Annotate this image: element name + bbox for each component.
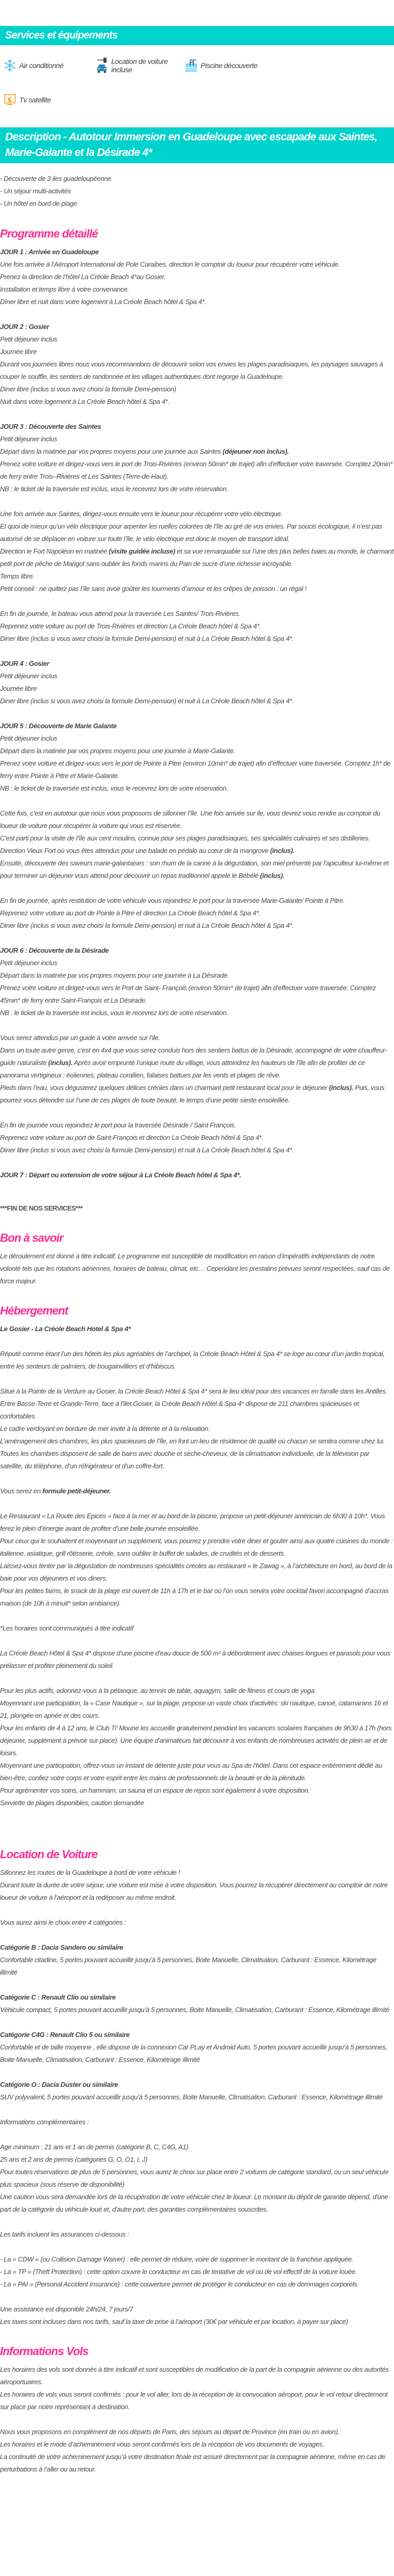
paragraph-block [0,1685,394,1809]
text-line: Les tarifs incluent les assurances ci-dessous : [0,2230,129,2238]
section-heading: Hébergement [0,1304,68,1317]
text-line [0,2029,394,2041]
text-line: Installation et temps libre à votre convenance. [0,285,129,293]
text-line [0,1169,394,1181]
text-segment: C’est parti pour la visite de l’île aux cent moulins, connue pour ses plages paradisiaques, ses spécialités culinaires et ses distilleries. Direction Vieux Fort où vous êtes attendus pour une balade en pédalo au cœur de la mangrove [0,834,370,855]
paragraph-block [0,2426,394,2476]
text-line: La Créole Beach Hôtel & Spa 4* dispose d’une piscine d'eau douce de 500 m² à débordement avec chaises longues et parasols pour vous prélasser et profiter pleinement du soleil. [0,1649,390,1670]
highlight-item: - Un séjour multi-activités [0,187,71,195]
bold-text: (visite guidée incluse) [109,547,176,555]
bold-text: JOUR 3 : Découverte des Saintes [0,423,101,430]
text-line: Age minimum : 21 ans et 1 an de permis (catégorie B, C, C4G, A1) [0,2143,189,2151]
bold-text: JOUR 1 : Arrivée en Guadeloupe [0,248,99,256]
paragraph-block [0,2303,394,2328]
sections-container [0,226,394,2476]
text-line [0,832,394,857]
text-line: Petit déjeuner inclus [0,959,57,967]
text-segment: Après avoir emprunté l’unique route du village, vous atteindrez les hauteurs de l’île afin de profiter de ce panorama vertigineux : éoliennes, plateau corallien, falaises battues par les vents et plages de rêve. [0,1059,365,1079]
text-line: En fin de journée, le bateau vous attend pour la traversée Les Saintes/ Trois-Rivières. [0,610,241,617]
description-content [0,173,394,2476]
paragraph-block [0,1485,394,1497]
text-line: Petit déjeuner inclus [0,734,57,742]
text-line [0,944,394,957]
text-line: L’aménagement des chambres, les plus spacieuses de l’île, en font un lieu de résidence de qualité où chacun se sentira comme chez lui. [0,1437,385,1445]
text-line: Petit déjeuner inclus [0,335,57,343]
text-line: SUV polyvalent, 5 portes pouvant accueillir jusqu’à 5 personnes, Boite Manuelle, Climatisation, Carburant : Essence, Kilométrage illimité [0,2093,383,2101]
paragraph-block [0,1323,394,1335]
text-line [0,1941,394,1954]
paragraph-block [0,1169,394,1181]
text-line: Le déroulement est donné à titre indicatif. Le programme est susceptible de modification en raison d’impératifs indépendants de notre volonté tels que les rotations aériennes, horaires de bateau, climat, etc… Cependant les prestatins prévues seront respectées, sauf cas de force majeur. [0,1252,390,1285]
text-line: Les taxes sont incluses dans nos tarifs, sauf la taxe de prise à l’aéroport (30€ par véhicule et par location, à payer sur place) [0,2318,348,2325]
text-line: Situé à la Pointe de la Verdure au Gosier, la Créole Beach Hôtel & Spa 4* sera le lieu idéal pour des vacances en famille dans les Antilles. [0,1387,387,1395]
text-line: Pour les enfants de 4 à 12 ans, le Club Ti' Moune les accueille gratuitement pendant les vacances scolaires françaises de 9h30 à 17h (hors déjeuner, supplément à prévoir sur place). Une équipe d'animateurs fait découvrir à vos enfants de nombreuses activités de plein air et de loisirs. [0,1724,392,1757]
text-line [0,445,394,458]
paragraph-block [0,508,394,595]
text-line: Prenez la direction de l’hôtel La Créole Beach 4*au Gosier. [0,273,166,281]
text-line: Petit conseil : ne quittez pas l’île sans avoir goûter les tourments d’amour et les crêpes de poisson : un régal ! [0,585,307,593]
text-line: Confortable et de taille moyenne , elle dispose de la connexion Car PLay et Android Auto, 5 portes pouvant accueillir jusqu’à 5 personnes, Boite Manuelle, Climatisation, Carburant : Essence, Kilométrage illimité [0,2043,387,2064]
amenity-air-conditioning [4,59,96,72]
paragraph-block [0,1622,394,1635]
bold-text: formule petit-déjeuner. [42,1487,111,1495]
text-line: Vous aurez ainsi le choix entre 4 catégories : [0,1918,126,1926]
text-line: 25 ans et 2 ans de permis (catégories G, O, O1, I, J) [0,2156,148,2163]
text-line: Reprenez votre voiture au port de Saint-François et direction La Créole Beach hôtel & Spa 4*. [0,1134,264,1141]
text-line: Petit déjeuner inclus [0,672,57,680]
text-line: Dîner libre et nuit dans votre logement à La Créole Beach hôtel & Spa 4*. [0,298,206,306]
section-programme-detaille [0,226,394,1215]
bold-text: (inclus). [48,1059,73,1067]
bold-text: JOUR 4 : Gosier [0,660,49,667]
bold-text: Catégorie C4G : Renault Clio 5 ou similaire [0,2031,130,2039]
paragraph-block [0,1510,394,1610]
text-line: Le cadre verdoyant en bordure de mer invite à la détente et à la relaxation. [0,1425,210,1432]
text-line [0,246,394,258]
description-header [0,127,394,163]
amenity-car-rental [96,59,186,72]
text-line: Une assistance est disponible 24h/24, 7 jours/7 [0,2305,133,2313]
paragraph-block [0,1250,394,1287]
text-line: Prenez votre voiture et dirigez-vous vers le port de Pointe à Pitre (environ 10min* de trajet) afin d’effectuer votre traversée. Comptez 1h* de ferry entre Pointe à Pitre et Marie-Galante. [0,759,391,780]
amenity-pool [186,59,290,72]
text-line: Reprenez votre voiture au port de Trois-Rivières et direction La Créole Beach hôtel & Spa 4*. [0,622,261,630]
text-line: Départ dans la matinée par vos propres moyens pour une journée à La Désirade. [0,971,229,979]
text-line [0,545,394,570]
end-of-services-note: ***FIN DE NOS SERVICES*** [0,1204,83,1212]
paragraph-block [0,2253,394,2291]
text-line: - La « TP » (Theft Protection) : cette option couvre le conducteur en cas de tentative de vol ou de vol effectif de la voiture louée. [0,2268,357,2276]
text-line: Le Restaurant « La Route des Epices » face à la mer et au bord de la piscine, propose un petit-déjeuner américain de 6h30 à 10h*. Vous ferez le plein d’énergie avant de profiter d’une belle journée ensoleillée. [0,1512,385,1532]
text-line: Pour les petites faims, le snack de la plage est ouvert de 11h à 17h et le bar où l’on vous servira votre cocktail favori accompagné d’accras maison (de 10h à minuit* selon ambiance). [0,1587,389,1607]
section-heading: Informations Vols [0,2345,88,2358]
bold-text: Le Gosier - La Créole Beach Hotel & Spa 4* [0,1325,131,1333]
text-line: Et quoi de mieux qu’un vélo électrique pour arpenter les ruelles colorées de l’île au gré de vos envies. Par soucis écologique, il n’est pas autorisé de se déplacer en voiture sur toute l’île, le vélo électrique est donc le moyen de transport idéal. [0,522,383,543]
text-line: Prenez votre voiture et dirigez-vous vers le port de Trois-Rivières (environ 50min* de trajet) afin d’effectuer votre traversée. Comptez 20min* de ferry entre Trois–Rivières et Les Saintes (Terre-de-Haut). [0,460,393,480]
text-line: Pour toutes réservations de plus de 5 personnes, vous aurez le choix sur place entre 2 voitures de catégorie standard, ou un seul véhicule plus spacieux (sous réserve de disponibilité) [0,2168,389,2188]
bold-text: JOUR 5 : Découverte de Marie Galante [0,722,117,730]
text-segment: Départ dans la matinée par vos propres moyens pour une journée aux Saintes [0,448,223,455]
text-line: Entre Basse-Terre et Grande-Terre, face à l'îlet Gosier, la Créole Beach Hôtel & Spa 4* dispose de 211 chambres spacieuses et confortables. [0,1400,359,1420]
services-header [0,26,394,45]
text-line: NB : le ticket de la traversée est inclus, vous le recevrez lors de votre réservation. [0,485,228,493]
text-segment: Pieds dans l’eau, vous dégusterez quelques délices créoles dans un charmant petit restaurant local pour le déjeuner [0,1084,329,1092]
paragraph-block [0,2228,394,2241]
paragraph-block [0,1916,394,1929]
amenities-list [0,45,394,114]
text-line: Diner libre (inclus si vous avez choisi la formule Demi-pension) et nuit à La Créole Beach hôtel & Spa 4*. [0,635,294,642]
paragraph-block [0,1348,394,1373]
bold-text: (inclus). [329,1084,353,1092]
text-line: Reprenez votre voiture au port de Pointe à Pitre et direction La Créole Beach hôtel & Spa 4*. [0,909,260,917]
text-line: Durant toute la durée de votre séjour, une voiture est mise à votre disposition. Vous pourrez la récupérer directement au comptoir de notre loueur de voiture à l’aéroport et la redéposer au même endroit. [0,1881,388,1901]
text-line: *Les horaires sont communiqués à titre indicatif [0,1624,134,1632]
text-line: Pour ceux qui le souhaitent et moyennant un supplément, vous pourrez y prendre votre diner et gouter ainsi aux quatre cuisines du monde : italienne, asiatique, grill rôtisserie, créole, sans oublier le buffet de salades, de crudités et de desserts. [0,1537,393,1557]
text-line: Durant vos journées libres nous vous recommandons de découvrir selon vos envies les plages paradisiaques, les paysages sauvages à couper le souffle, les sentiers de randonnée et les villages authentiques dont regorge la Guadeloupe. [0,360,383,380]
text-line: Cette fois, c’est en autotour que nous vous proposons de sillonner l’île. Une fois arrivée sur ile, vous devrez vous rendre au comptoir du loueur de voiture pour récupérer la voiture qui vous est réservée. [0,809,380,830]
text-line [0,321,394,333]
paragraph-block [0,895,394,932]
text-line [0,857,394,882]
text-line: Une fois arrivée à l’Aéroport International de Pole Caraibes, direction le comptoir du loueur pour récupérer votre véhicule. [0,260,340,268]
highlight-item: - Découverte de 3 iles guadeloupéenne [0,175,111,182]
text-segment: et sa vue remarquable sur l’une des plus belles baies au monde, le charmant petit port de pêche de Marigot sans oublier les fonds marins du Pain de sucre d’une richesse incroyable. [0,547,394,568]
paragraph-block [0,2116,394,2128]
text-line [0,720,394,732]
amenity-label: Tv satellite [19,96,51,104]
text-line: Journée libre [0,348,37,356]
text-line: - La « CDW » (ou Collision Damage Waiver) : elle permet de réduire, voire de supprimer le montant de la franchise appliquée. [0,2255,353,2263]
text-line: Journée libre [0,685,37,692]
paragraph-block [0,420,394,495]
paragraph-block [0,2141,394,2216]
bold-text: (inclus). [260,872,285,879]
section-hebergement [0,1303,394,1809]
description-title: Description - Autotour Immersion en Guadeloupe avec escapade aux Saintes, Marie-Galante et la Désirade 4* [5,131,377,159]
text-line: Diner libre (inclus si vous avez choisi la formule Demi-pension) et nuit à La Créole Beach hôtel & Spa 4*. [0,922,294,929]
bold-text: Catégorie O : Dacia Duster ou similaire [0,2081,118,2088]
text-line: Nous vous proposons en complément de nos départs de Paris, des séjours au départ de Province (en train ou en avion). [0,2428,340,2436]
text-line: Vous serez attendus par un guide à votre arrivée sur l’ile. [0,1034,160,1042]
section-heading: Bon à savoir [0,1231,63,1244]
text-line [0,1991,394,2004]
paragraph-block [0,321,394,408]
text-line: Moyennant une participation, offrez-vous un instant de détente juste pour vous au Spa de l’hôtel. Dans cet espace entièrement dédié au bien-être, confiez votre corps et votre esprit entre les mains de professionnels de la beauté et de la plénitude. [0,1762,383,1782]
text-line: Pour agrémenter vos soins, un hammam, un sauna et un espace de repos sont également à votre disposition. [0,1786,310,1794]
section-informations-vols [0,2344,394,2476]
text-line: Serviette de plages disponibles, caution demandée [0,1799,144,1807]
text-line: Temps libre. [0,572,35,580]
text-line: Laissez-vous tenter par la dégustation de nombreuses spécialités créoles au restaurant « le Zawag », à l’architecture en bord, au bord de la baie pour vos déjeuners et vos diners. [0,1562,392,1582]
text-line: Une fois arrivée aux Saintes, dirigez-vous ensuite vers le loueur pour récupérer votre vélo électrique. [0,510,283,518]
text-line [0,420,394,433]
text-line: Moyennant une participation, la « Case Nautique », sur la plage, propose un vaste choix d'activités: ski nautique, canoë, catamarans 16 et 21, plongée en apnée et des cours. [0,1699,388,1719]
paragraph-block [0,1991,394,2016]
bold-text: (déjeuner non inclus). [222,448,289,455]
section-location-de-voiture [0,1847,394,2328]
text-line: NB : le ticket de la traversée est inclus, vous le recevrez lors de votre réservation. [0,1009,228,1017]
bold-text: (inclus). [270,847,295,855]
paragraph-block [0,807,394,882]
paragraph-block [0,1119,394,1156]
text-line: Les horaires de vols vous seront confirmés : pour le vol aller, lors de la réception de la convocation aéroport, pour le vol retour directement sur place par notre représentant à destination. [0,2390,388,2411]
text-line: Départ dans la matinée par vos propres moyens pour une journée à Marie-Galante. [0,747,235,755]
text-line: En fin de journée, après restitution de votre véhicule vous rejoindrez le port pour la traversée Marie-Galante/ Pointe à Pitre. [0,897,345,904]
text-line: Sillonnez les routes de la Guadeloupe à bord de votre véhicule ! [0,1869,180,1876]
text-line [0,1044,394,1082]
paragraph-block [0,246,394,308]
text-line: Pour les plus actifs, adonnez-vous à la pétanque, au tennis de table, aquagym, salle de fitness et cours de yoga. [0,1687,316,1694]
paragraph-block [0,1867,394,1904]
amenity-label: Location de voiture incluse [111,57,168,74]
text-line [0,2079,394,2091]
text-line: Nuit dans votre logement à La Créole Beach hôtel & Spa 4*. [0,398,169,405]
bold-text: JOUR 6 : Découverte de la Désirade [0,947,109,954]
text-line: Les horaires et le mode d’acheminement vous seront confirmés lors de la réception de vos documents de voyages. [0,2440,324,2448]
text-line: - La « PAI » (Personal Accident Insurance) : cette couverture permet de protéger le conducteur en cas de dommages corporels. [0,2280,359,2288]
text-line: Diner libre (inclus si vous avez choisi la formule Demi-pension) et nuit à La Créole Beach hôtel & Spa 4*. [0,1146,294,1154]
text-line: Petit déjeuner inclus [0,435,57,443]
paragraph-block [0,2363,394,2413]
text-line: En fin de journée vous rejoindrez le port pour la traversée Désirade / Saint François. [0,1121,237,1129]
text-segment: Ensuite, découverte des saveurs marie-galantaises : son rhum de la canne à la dégustation, son miel présenté par l’apiculteur lui-même et pour terminer un déjeuner vous attend pour découvrir un repas traditionnel appelé le Bébélé [0,859,389,879]
services-title: Services et équipements [5,30,118,41]
text-line: La continuité de votre acheminement jusqu’à votre destination finale est assuré directement par la compagnie aérienne, même en cas de perturbations à l’aller ou au retour. [0,2453,386,2473]
section-heading: Programme détaillé [0,227,98,240]
text-line: Les horaires des vols sont donnés à titre indicatif et sont susceptibles de modification de la part de la compagnie aérienne ou des autorités aéroportuaires. [0,2365,389,2386]
text-line: NB : le ticket de la traversée est inclus, vous le recevrez lors de votre réservation. [0,784,228,792]
text-line: Toutes les chambres disposent de salle de bains avec douche et sèche-cheveux, de la climatisation individuelle, de la télévision par satellite, du téléphone, d’un réfrigérateur et d’un coffre-fort. [0,1450,370,1470]
paragraph-block [0,2029,394,2066]
text-line [0,1082,394,1107]
bold-text: Catégorie B : Dacia Sandero ou similaire [0,1943,123,1951]
satellite-tv-icon [4,93,16,107]
text-line: Prenez votre voiture et dirigez-vous vers le Port de Saint- François (environ 50min* de trajet) afin d’effectuer votre traversée. Comptez 45min* de ferry entre Saint-François et La Désirade. [0,984,376,1004]
text-segment: Vous serez en [0,1487,43,1495]
section-heading: Location de Voiture [0,1848,98,1861]
text-segment: Direction le Fort Napoléon en matinée [0,547,109,555]
snowflake-icon [4,59,16,72]
paragraph-block [0,944,394,1019]
text-line: Réputé comme étant l’un des hôtels les plus agréables de l’archipel, la Créole Beach Hôtel & Spa 4* se loge au cœur d’un jardin tropical, entre les senteurs de palmiers, de bougainvilliers et d’hibiscus. [0,1350,385,1370]
bold-text: JOUR 7 : Départ ou extension de votre séjour à La Créole Beach hôtel & Spa 4*. [0,1171,241,1179]
highlights-list [0,173,394,210]
text-line: Véhicule compact, 5 portes pouvant accueillir jusqu’à 5 personnes, Boite Manuelle, Climatisation, Carburant : Essence, Kilométrage illimité [0,2006,390,2014]
text-line [0,658,394,670]
paragraph-block [0,1032,394,1107]
paragraph-block [0,658,394,707]
amenity-satellite-tv [4,93,96,107]
text-line: Informations complémentaires : [0,2118,89,2126]
highlight-item: - Un hôtel en bord de plage [0,200,77,207]
amenity-label: Air conditionné [19,61,64,70]
paragraph-block [0,1941,394,1979]
car-key-icon [96,59,108,72]
amenity-label: Piscine découverte [201,61,258,70]
text-segment: Dans un toute autre genre, c’est en 4x4 que vous serez conduis hors des sentiers battus de la Désirade, accompagné de votre chauffeur-guide naturaliste [0,1046,387,1067]
paragraph-block [0,2079,394,2104]
text-line [0,1485,394,1497]
bold-text: JOUR 2 : Gosier [0,323,49,331]
text-line: Diner libre (inclus si vous avez choisi la formule Demi-pension) et nuit à La Créole Beach hôtel & Spa 4*. [0,697,294,705]
paragraph-block [0,1385,394,1473]
text-segment: Puis, vous pourrez vous détendre sur l’une de ces plages de toute beauté, le temps d’une petite sieste ensoleillée. [0,1084,385,1104]
pool-icon [186,59,197,72]
bold-text: Catégorie C : Renault Clio ou similaire [0,1993,116,2001]
paragraph-block [0,608,394,645]
text-line [0,1323,394,1335]
section-bon-a-savoir [0,1230,394,1287]
text-line: Confortable citadine, 5 portes pouvant accueillir jusqu’à 5 personnes, Boite Manuelle, Climatisation, Carburant : Essence, Kilométrage illimité [0,1956,377,1976]
paragraph-block [0,1647,394,1672]
text-line: Diner libre (inclus si vous avez choisi la formule Demi-pension) [0,385,176,393]
text-line: Une caution vous sera demandée lors de la récupération de votre véhicule chez le loueur. Le montant du dépôt de garantie dépend, d'une part de la catégorie du véhicule loué et, d'autre part, des garanties complémentaires souscrites. [0,2193,388,2213]
paragraph-block [0,720,394,795]
